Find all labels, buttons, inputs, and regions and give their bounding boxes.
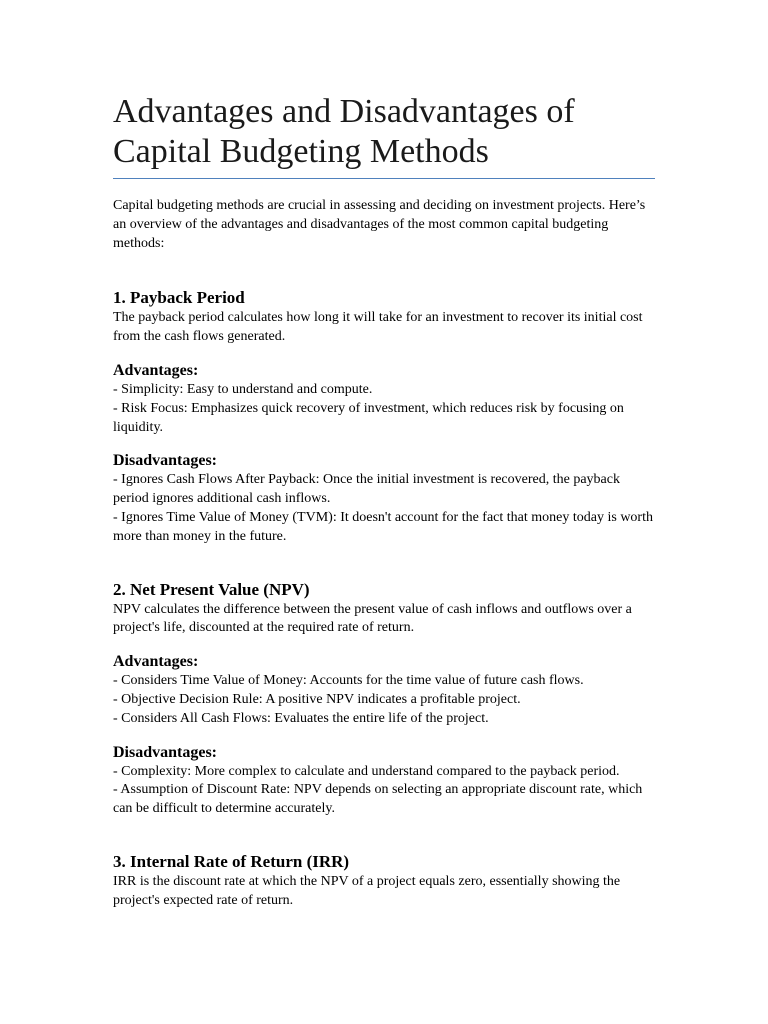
section-payback-period	[113, 287, 655, 546]
advantage-item: - Considers All Cash Flows: Evaluates the entire life of the project.	[113, 710, 489, 726]
disadvantages-heading: Disadvantages:	[113, 743, 218, 761]
advantage-item: - Considers Time Value of Money: Accounts for the time value of future cash flows.	[113, 673, 584, 689]
title-line-2: Capital Budgeting Methods	[113, 133, 489, 170]
disadvantage-item: - Assumption of Discount Rate: NPV depends on selecting an appropriate discount rate, which can be difficult to determine accurately.	[113, 782, 643, 817]
section-description: The payback period calculates how long it will take for an investment to recover its initial cost from the cash flows generated.	[113, 310, 643, 345]
section-description: NPV calculates the difference between the present value of cash inflows and outflows over a project's life, discounted at the required rate of return.	[113, 601, 632, 636]
document-page	[113, 92, 655, 911]
section-heading: 2. Net Present Value (NPV)	[113, 579, 310, 599]
section-net-present-value	[113, 579, 655, 819]
section-internal-rate-of-return	[113, 851, 655, 911]
disadvantage-item: - Complexity: More complex to calculate and understand compared to the payback period.	[113, 763, 620, 779]
title-line-1: Advantages and Disadvantages of	[113, 93, 575, 130]
advantages-heading: Advantages:	[113, 361, 199, 379]
disadvantage-item: - Ignores Time Value of Money (TVM): It doesn't account for the fact that money today is worth more than money in the future.	[113, 509, 653, 544]
advantage-item: - Simplicity: Easy to understand and compute.	[113, 381, 373, 397]
intro-paragraph: Capital budgeting methods are crucial in assessing and deciding on investment projects. Here’s an overview of the advantages and disadvantages of the most common capital budgeting methods:	[113, 198, 646, 251]
disadvantages-heading: Disadvantages:	[113, 452, 218, 470]
section-heading: 1. Payback Period	[113, 288, 245, 308]
advantage-item: - Risk Focus: Emphasizes quick recovery of investment, which reduces risk by focusing on liquidity.	[113, 400, 624, 435]
document-title	[113, 92, 655, 179]
disadvantage-item: - Ignores Cash Flows After Payback: Once the initial investment is recovered, the payback period ignores additional cash inflows.	[113, 472, 620, 507]
advantage-item: - Objective Decision Rule: A positive NPV indicates a profitable project.	[113, 691, 521, 707]
section-description: IRR is the discount rate at which the NPV of a project equals zero, essentially showing the project's expected rate of return.	[113, 873, 621, 908]
advantages-heading: Advantages:	[113, 653, 199, 671]
section-heading: 3. Internal Rate of Return (IRR)	[113, 851, 350, 871]
